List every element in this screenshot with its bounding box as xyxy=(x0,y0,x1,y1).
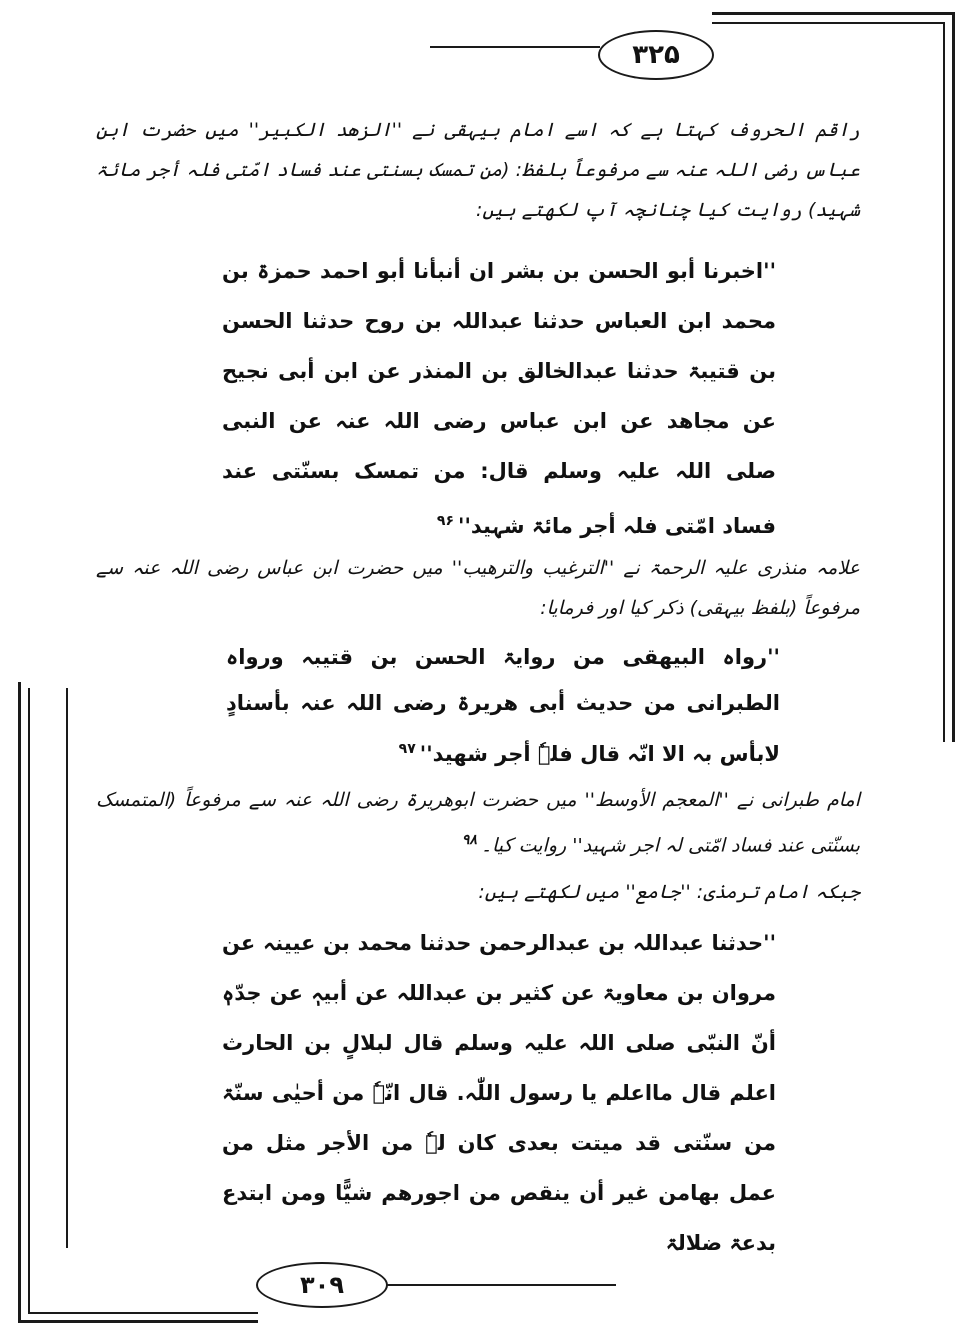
frame-left-inner2 xyxy=(66,688,68,1248)
page-number-oval xyxy=(598,30,714,80)
quote-tirmidhi: ''حدثنا عبداللہ بن عبدالرحمن حدثنا محمد بن عیینہ عن مروان بن معاویۃ عن کثیر بن عبداللہ عن أبیہٖ عن جدّہٖ أنّ النبّی صلی اللہ علیہ وسلم قال لبلالٍ بن الحارث اعلم قال مااعلم یا رسول اللّٰہ. قال انّہٗ من أحیٰی سنّۃ من سنّتی قد میتت بعدی کان لہٗ من الأجر مثل من عمل بھامن غیر أن ینقص من اجورھم شیًّا ومن ابتدع بدعۃ ضلالۃ xyxy=(222,931,776,1255)
paragraph-tabarani: امام طبرانی نے ''المعجم الأوسط'' میں حضرت ابوھریرۃ رضی اللہ عنہ سے مرفوعاً (المتمسک بسنّتی عند فساد امّتی لہ اجر شہید'' روایت کیا۔$^{۹۸}$ xyxy=(96,789,860,857)
frame-bottom-outer xyxy=(18,1320,258,1323)
frame-bottom-right xyxy=(386,1284,616,1286)
paragraph-tirmidhi: جبکہ امام ترمذی: ''جامع'' میں لکھتے ہیں: xyxy=(478,881,860,903)
frame-bottom-inner xyxy=(28,1312,258,1314)
frame-left-inner xyxy=(28,688,30,1314)
frame-top-outer xyxy=(712,12,955,15)
paragraph-mundhiri: علامہ منذری علیہ الرحمۃ نے ''الترغیب والترھیب'' میں حضرت ابن عباس رضی اللہ عنہ سے مرفوعاً (بلفظ بیہقی) ذکر کیا اور فرمایا: xyxy=(96,557,860,619)
quote-zuhd: ''اخبرنا أبو الحسن بن بشر ان أنبأنا أبو احمد حمزۃ بن محمد ابن العباس حدثنا عبداللہ بن روح حدثنا الحسن بن قتیبۃ حدثنا عبدالخالق بن المنذر عن ابن أبی نجیح عن مجاھد عن ابن عباس رضی اللہ عنہ عن النبی صلی اللہ علیہ وسلم قال: من تمسک بسنّتی عند فساد امّتی فلہ أجر مائۃ شہید''$^{۹۶}$ xyxy=(222,259,776,538)
quote-bayhaqi: ''رواہ البیھقی من روایۃ الحسن بن قتیبہ ورواہ الطبرانی من حدیث أبی ھریرۃ رضی اللہ عنہ بأسنادٍ لابأس بہ الا انّہ قال فلہٗ أجر شھید''$^{۹۷}$ xyxy=(226,645,780,766)
frame-left-outer xyxy=(18,682,21,1322)
frame-top-inner xyxy=(712,22,945,24)
footnote-98: ۹۸ xyxy=(461,832,477,848)
page-number: ۳۲۵ xyxy=(632,40,680,70)
footnote-96: ۹۶ xyxy=(436,513,455,529)
book-page-number-oval xyxy=(256,1262,388,1308)
frame-right-inner xyxy=(943,22,945,742)
footnote-97: ۹۷ xyxy=(398,741,416,757)
paragraph-intro: راقم الحروف کہتا ہے کہ اسے امام بیہقی نے ''الزھد الکبیر'' میں حضرت ابن عباس رضی اللہ عنہ سے مرفوعاً بلفظ: (من تمسک بسنتی عند فساد امّتی فلہ أجر مائۃ شہید) روایت کیا چنانچہ آپ لکھتے ہیں: xyxy=(96,119,860,221)
frame-right-outer xyxy=(952,12,955,742)
frame-top-left xyxy=(430,46,600,48)
book-page-number: ۳۰۹ xyxy=(300,1271,344,1299)
